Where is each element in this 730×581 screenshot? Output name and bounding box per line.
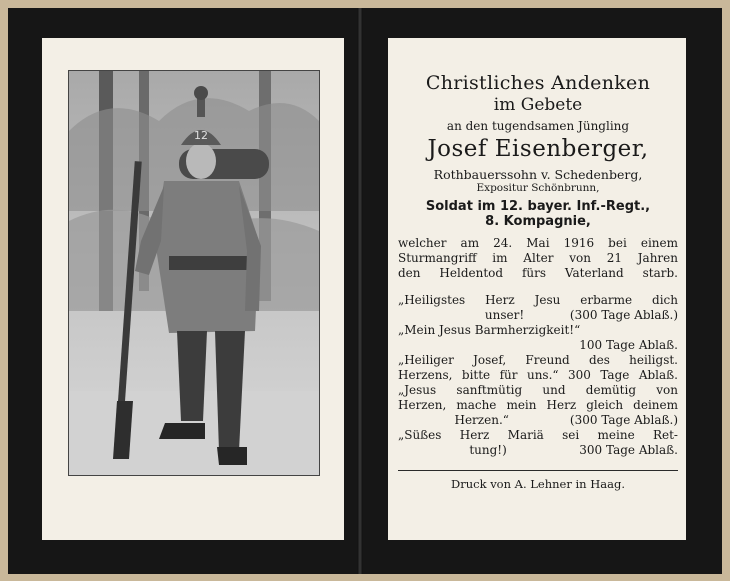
origin: Rothbauerssohn v. Schedenberg, [433,167,643,183]
title-line-2: im Gebete [493,94,583,115]
death-notice [398,236,678,281]
prayer-line: „Süßes Herz Mariä sei meine Ret- [398,427,678,442]
prayer-line: tung!) 300 Tage Ablaß. [469,442,678,457]
helmet-number: 12 [194,129,208,142]
card-fold [357,8,363,574]
prayer-line: Herzens, bitte für uns.“ 300 Tage Ablaß. [398,367,678,382]
prayer-line: Herzen.“ (300 Tage Ablaß.) [454,412,678,427]
death-line: welcher am 24. Mai 1916 bei einem [398,235,678,250]
title-line-1: Christliches Andenken [425,72,651,94]
soldier-line-2: 8. Kompagnie, [485,214,591,230]
prayer-line: Herzen, mache mein Herz gleich deinem [398,397,678,412]
memorial-text [398,72,678,491]
prayer-line: „Mein Jesus Barmherzigkeit!“ [398,322,581,337]
prayer-line: unser! (300 Tage Ablaß.) [484,307,678,322]
prayer-list [398,293,678,458]
divider [398,470,678,471]
prayer-line: 100 Tage Ablaß. [579,337,678,352]
dedication: an den tugendsamen Jüngling [446,119,630,134]
printer-credit: Druck von A. Lehner in Haag. [451,476,625,491]
deceased-name: Josef Eisenberger, [427,135,649,162]
prayer-line: „Jesus sanftmütig und demütig von [398,382,678,397]
death-line: Sturmangriff im Alter von 21 Jahren [398,250,678,265]
prayer-line: „Heiliger Josef, Freund des heiligst. [398,352,678,367]
soldier-photograph [68,70,320,476]
soldier-line-1: Soldat im 12. bayer. Inf.-Regt., [425,198,651,214]
death-line: den Heldentod fürs Vaterland starb. [398,265,678,280]
prayer-line: „Heiligstes Herz Jesu erbarme dich [398,292,678,307]
parish: Expositur Schönbrunn, [476,182,600,195]
